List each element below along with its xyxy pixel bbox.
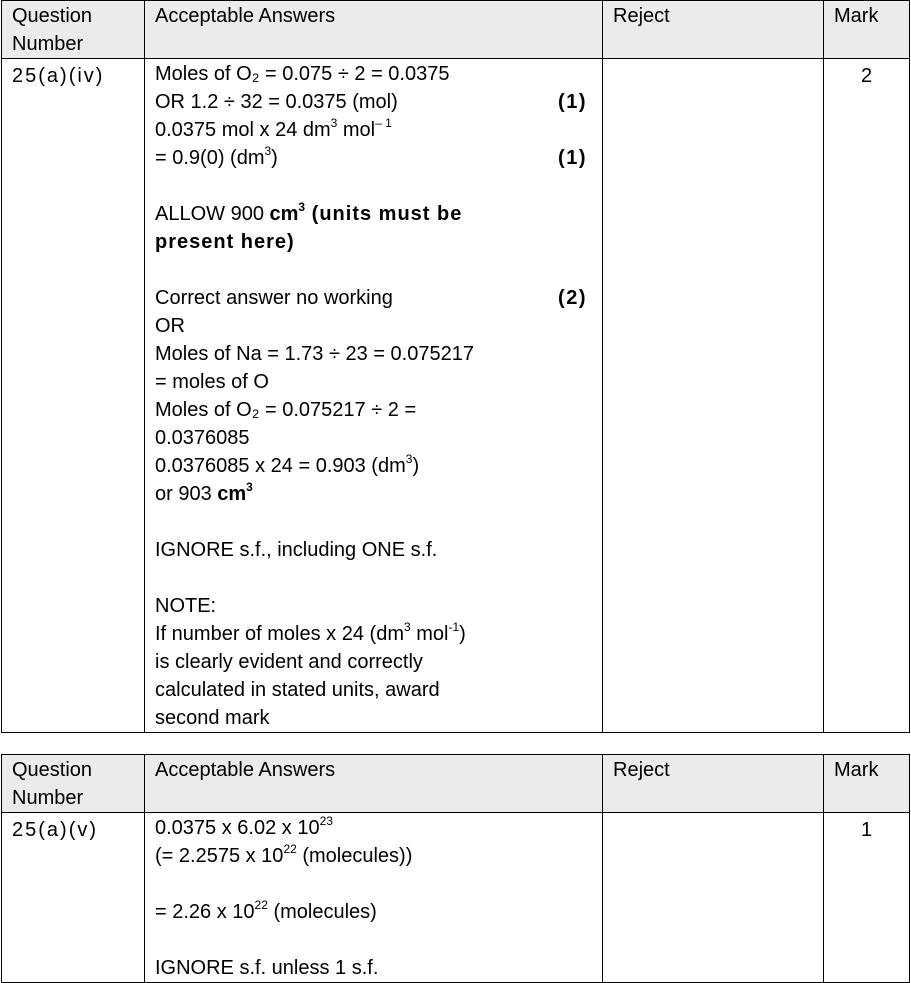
answer-line: Correct answer no working (2)	[155, 284, 592, 312]
header-mark: Mark	[824, 755, 910, 813]
mark-allocation: (1)	[558, 147, 587, 169]
answer-line: = moles of O	[155, 371, 269, 393]
answer-line: 0.0375 x 6.02 x $10^{23}$	[155, 814, 333, 839]
answer-line: or 903 $cm^3$	[155, 480, 253, 505]
answer-line: OR 1.2 ÷ 32 = 0.0375 (mol) (1)	[155, 88, 592, 116]
allow-note: ALLOW 900 $cm^3$ (units must be	[155, 200, 463, 225]
mark-allocation: (1)	[558, 91, 587, 113]
header-reject: Reject	[603, 1, 824, 59]
answer-line: Moles of Na = 1.73 ÷ 23 = 0.075217	[155, 343, 474, 365]
note-line: second mark	[155, 707, 270, 729]
header-reject: Reject	[603, 755, 824, 813]
answer-line: Moles of O₂ = 0.075217 ÷ 2 =	[155, 399, 417, 421]
question-number: 25(a)(v)	[2, 813, 145, 983]
answer-line: = 2.26 x $10^{22}$ (molecules)	[155, 898, 377, 923]
allow-note-continued: present here)	[155, 231, 295, 253]
reject-cell	[603, 59, 824, 733]
answer-line: OR	[155, 315, 185, 337]
header-acceptable-answers: Acceptable Answers	[145, 755, 603, 813]
ignore-note: IGNORE s.f. unless 1 s.f.	[155, 957, 379, 979]
header-question-number: Question Number	[2, 1, 145, 59]
mark-scheme-table-2	[1, 754, 910, 983]
header-question-number: Question Number	[2, 755, 145, 813]
answer-row	[2, 813, 910, 983]
answer-line: (= 2.2575 x $10^{22}$ (molecules))	[155, 842, 413, 867]
note-line: is clearly evident and correctly	[155, 651, 423, 673]
reject-cell	[603, 813, 824, 983]
mark-cell: 1	[824, 813, 910, 983]
question-number: 25(a)(iv)	[2, 59, 145, 733]
note-heading: NOTE:	[155, 595, 217, 617]
acceptable-answers-cell	[145, 59, 603, 733]
ignore-note: IGNORE s.f., including ONE s.f.	[155, 539, 438, 561]
answer-line: = 0.9(0) $(dm^3)$ (1)	[155, 144, 592, 172]
answer-line: 0.0375 mol x 24 $dm^3$ mol$^{- 1}$	[155, 116, 392, 141]
answer-line: 0.0376085	[155, 427, 250, 449]
header-acceptable-answers: Acceptable Answers	[145, 1, 603, 59]
answer-row	[2, 59, 910, 733]
header-mark: Mark	[824, 1, 910, 59]
header-row	[2, 1, 910, 59]
note-line: If number of moles x 24 ($dm^3$ mol$^{-1}$)	[155, 620, 466, 645]
acceptable-answers-cell	[145, 813, 603, 983]
mark-allocation: (2)	[558, 287, 587, 309]
mark-cell: 2	[824, 59, 910, 733]
note-line: calculated in stated units, award	[155, 679, 440, 701]
header-row	[2, 755, 910, 813]
answer-line: Moles of O₂ = 0.075 ÷ 2 = 0.0375	[155, 63, 450, 85]
answer-line: 0.0376085 x 24 = 0.903 $(dm^3)$	[155, 452, 420, 477]
mark-scheme-table-1	[1, 0, 910, 733]
